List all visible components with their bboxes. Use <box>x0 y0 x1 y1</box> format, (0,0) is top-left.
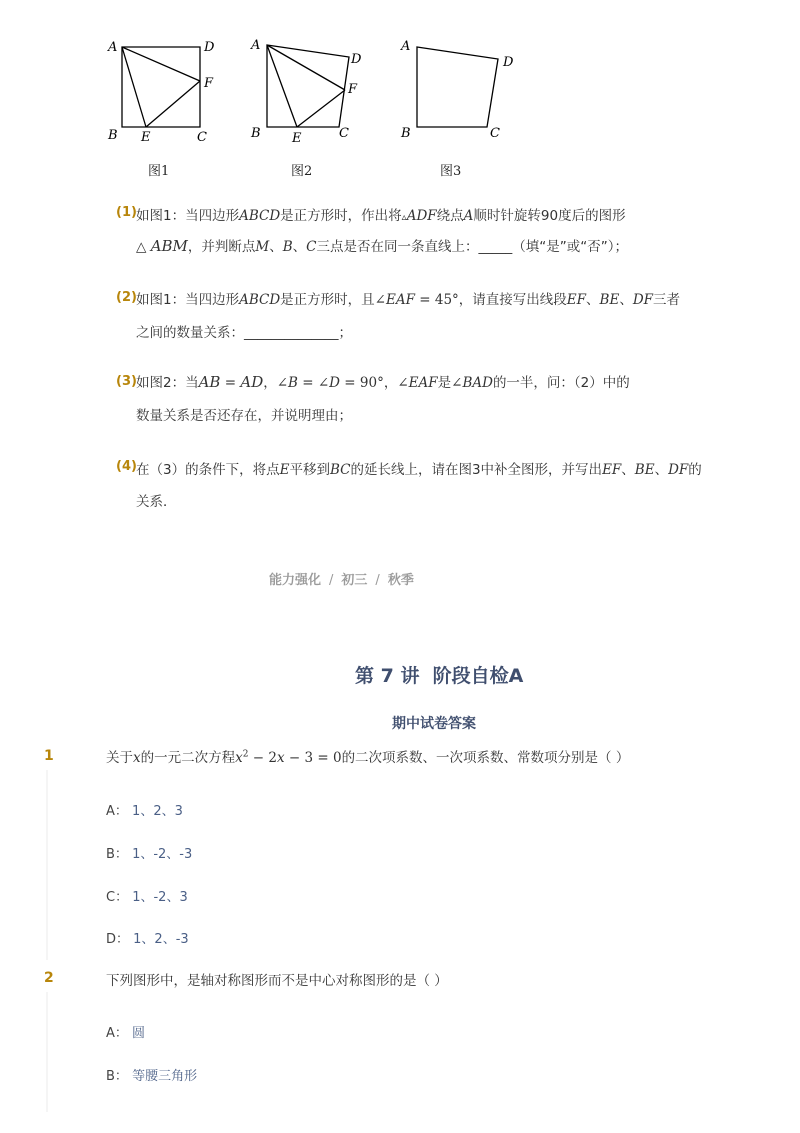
q1-text: 、 <box>292 239 307 255</box>
q1-text: 是正方形时，作出将 <box>280 208 402 224</box>
q2-text: 、 <box>619 292 633 308</box>
figure-2 <box>245 35 370 150</box>
question-4-line-2: 关系． <box>136 494 177 510</box>
fig1-label-c: C <box>197 130 207 145</box>
footer-season: 秋季 <box>387 573 414 588</box>
q1-text: 、 <box>269 239 283 255</box>
fig1-label-e: E <box>141 130 151 145</box>
q1-triangle-symbol: ▵ <box>401 212 407 223</box>
q2-math: EAF <box>385 292 415 308</box>
figure-2-drawing <box>245 35 370 150</box>
p1-math: x <box>276 750 285 766</box>
option-value: 1、2、-3 <box>133 932 189 947</box>
q2-math: EF <box>566 292 587 308</box>
q3-math: ∠ <box>397 375 409 391</box>
q1-math: ABCD <box>239 208 281 224</box>
footer-separator: / <box>329 573 334 588</box>
question-3-number: (3) <box>116 374 137 389</box>
option-label: C： <box>106 890 129 905</box>
q3-math: BAD <box>462 375 493 391</box>
q4-math: DF <box>668 462 689 478</box>
option-label: D： <box>106 932 130 947</box>
q2-math: = 45° <box>414 292 459 308</box>
q3-text: 是 <box>437 375 452 391</box>
fig3-label-b: B <box>401 126 411 141</box>
figure-1 <box>100 35 220 150</box>
q2-text: 三者 <box>653 292 681 308</box>
figure-3-caption: 图3 <box>440 164 462 179</box>
q1-math: ABM <box>150 237 188 255</box>
fig2-label-c: C <box>339 126 349 141</box>
q4-math: EF <box>602 462 622 478</box>
q4-math: BC <box>329 462 351 478</box>
q3-math: B <box>288 375 298 391</box>
problem-1-option-d[interactable] <box>106 928 189 947</box>
q1-math: M <box>255 239 270 255</box>
p1-text: 关于 <box>106 750 133 766</box>
footer-grade: 初三 <box>341 573 368 588</box>
q3-math: = <box>220 375 241 391</box>
q3-math: = 90° <box>340 375 384 391</box>
q4-text: 平移到 <box>289 462 330 478</box>
question-1-line-2 <box>136 235 628 255</box>
section-title: 第 7 讲 阶段自检A <box>355 665 524 687</box>
section-subtitle: 期中试卷答案 <box>392 716 476 732</box>
q1-text: 三点是否在同一条直线上：_____（填“是”或“否”）； <box>316 239 628 255</box>
option-value: 1、-2、3 <box>132 890 188 905</box>
q1-math: A <box>463 208 474 224</box>
p1-math-exponent: 2 <box>242 749 249 760</box>
q3-text: ， <box>383 375 398 391</box>
option-label: B： <box>106 1069 128 1084</box>
q3-text: ， <box>263 375 277 391</box>
problem-2-option-b[interactable] <box>106 1065 197 1084</box>
problem-1-number: 1 <box>44 748 54 764</box>
option-value: 1、-2、-3 <box>132 847 193 862</box>
q2-math: ∠ <box>374 292 386 308</box>
q1-math: B <box>282 239 293 255</box>
q2-text: 如图1：当四边形 <box>136 292 240 308</box>
question-1-number: (1) <box>116 205 137 220</box>
p1-math: − 2 <box>248 750 277 766</box>
fig2-label-b: B <box>251 126 261 141</box>
fig1-label-f: F <box>204 76 214 91</box>
q3-math: EAF <box>408 375 438 391</box>
question-2-line-2: 之间的数量关系：______________； <box>136 325 352 341</box>
q4-text: 、 <box>654 462 669 478</box>
question-1-line-1 <box>136 204 626 224</box>
fig1-label-a: A <box>108 40 118 55</box>
fig2-label-a: A <box>251 38 261 53</box>
q2-math: DF <box>632 292 654 308</box>
question-3-line-2: 数量关系是否还存在，并说明理由； <box>136 408 352 424</box>
problem-2-rule <box>46 992 48 1112</box>
figure-3 <box>395 35 520 150</box>
figure-2-caption: 图2 <box>291 164 313 179</box>
q4-text: 的延长线上，请在图3中补全图形，并写出 <box>350 462 603 478</box>
fig3-label-a: A <box>401 39 411 54</box>
q1-text: 顺时针旋转90度后的图形 <box>473 208 626 224</box>
footer-course: 能力强化 <box>269 573 322 588</box>
q2-text: 、 <box>586 292 600 308</box>
q3-text: 如图2：当 <box>136 375 199 391</box>
q2-text: 是正方形时，且 <box>280 292 375 308</box>
q1-text: ，并判断点 <box>187 239 256 255</box>
problem-2-option-a[interactable] <box>106 1022 145 1041</box>
problem-1-rule <box>46 770 48 960</box>
question-2-number: (2) <box>116 290 137 305</box>
footer-separator: / <box>375 573 380 588</box>
option-value: 1、2、3 <box>132 804 183 819</box>
fig2-label-f: F <box>348 82 358 97</box>
question-4-number: (4) <box>116 459 137 474</box>
fig2-label-d: D <box>351 52 362 67</box>
q3-math: ∠ <box>276 375 289 391</box>
option-label: B： <box>106 847 128 862</box>
q4-text: 、 <box>621 462 635 478</box>
option-value: 圆 <box>132 1026 146 1041</box>
figure-1-drawing <box>100 35 220 150</box>
q4-text: 的 <box>688 462 702 478</box>
fig1-label-d: D <box>204 40 215 55</box>
problem-1-option-c[interactable] <box>106 886 188 905</box>
p1-text: 的二次项系数、一次项系数、常数项分别是（ ） <box>341 750 630 766</box>
fig1-label-b: B <box>108 128 118 143</box>
q3-math: ∠ <box>451 375 463 391</box>
p1-math: − 3 = 0 <box>284 750 342 766</box>
q1-math: ADF <box>406 208 437 224</box>
q3-math: AD <box>240 373 264 391</box>
problem-2-stem: 下列图形中，是轴对称图形而不是中心对称图形的是（ ） <box>106 973 448 989</box>
q1-text: 绕点 <box>436 208 464 224</box>
problem-2-number: 2 <box>44 970 54 986</box>
q1-text: △ <box>136 239 151 255</box>
figure-1-caption: 图1 <box>148 164 170 179</box>
p1-text: 的一元二次方程 <box>140 750 236 766</box>
q3-math: = ∠ <box>297 375 330 391</box>
p1-math: x <box>235 750 243 766</box>
q3-math: D <box>329 375 340 391</box>
option-label: A： <box>106 1026 128 1041</box>
q4-math: BE <box>634 462 655 478</box>
q3-text: 的一半，问：（2）中的 <box>492 375 630 391</box>
q1-math: C <box>306 239 317 255</box>
question-3-line-1 <box>136 371 630 391</box>
option-label: A： <box>106 804 128 819</box>
figure-3-drawing <box>395 35 520 150</box>
q4-text: 在（3）的条件下，将点 <box>136 462 280 478</box>
fig3-label-d: D <box>503 55 514 70</box>
question-2-line-1 <box>136 288 680 308</box>
q3-math: AB <box>198 373 221 391</box>
fig3-label-c: C <box>490 126 500 141</box>
q2-math: BE <box>599 292 620 308</box>
p1-math: x <box>133 750 141 766</box>
fig2-label-e: E <box>292 131 302 146</box>
option-value: 等腰三角形 <box>132 1069 198 1084</box>
page-footer <box>269 569 414 588</box>
problem-1-option-a[interactable] <box>106 800 183 819</box>
question-4-line-1 <box>136 458 702 478</box>
q2-math: ABCD <box>239 292 281 308</box>
problem-1-stem <box>106 746 629 766</box>
q4-math: E <box>279 462 290 478</box>
q1-text: 如图1：当四边形 <box>136 208 240 224</box>
q2-text: ，请直接写出线段 <box>458 292 567 308</box>
problem-1-option-b[interactable] <box>106 843 192 862</box>
